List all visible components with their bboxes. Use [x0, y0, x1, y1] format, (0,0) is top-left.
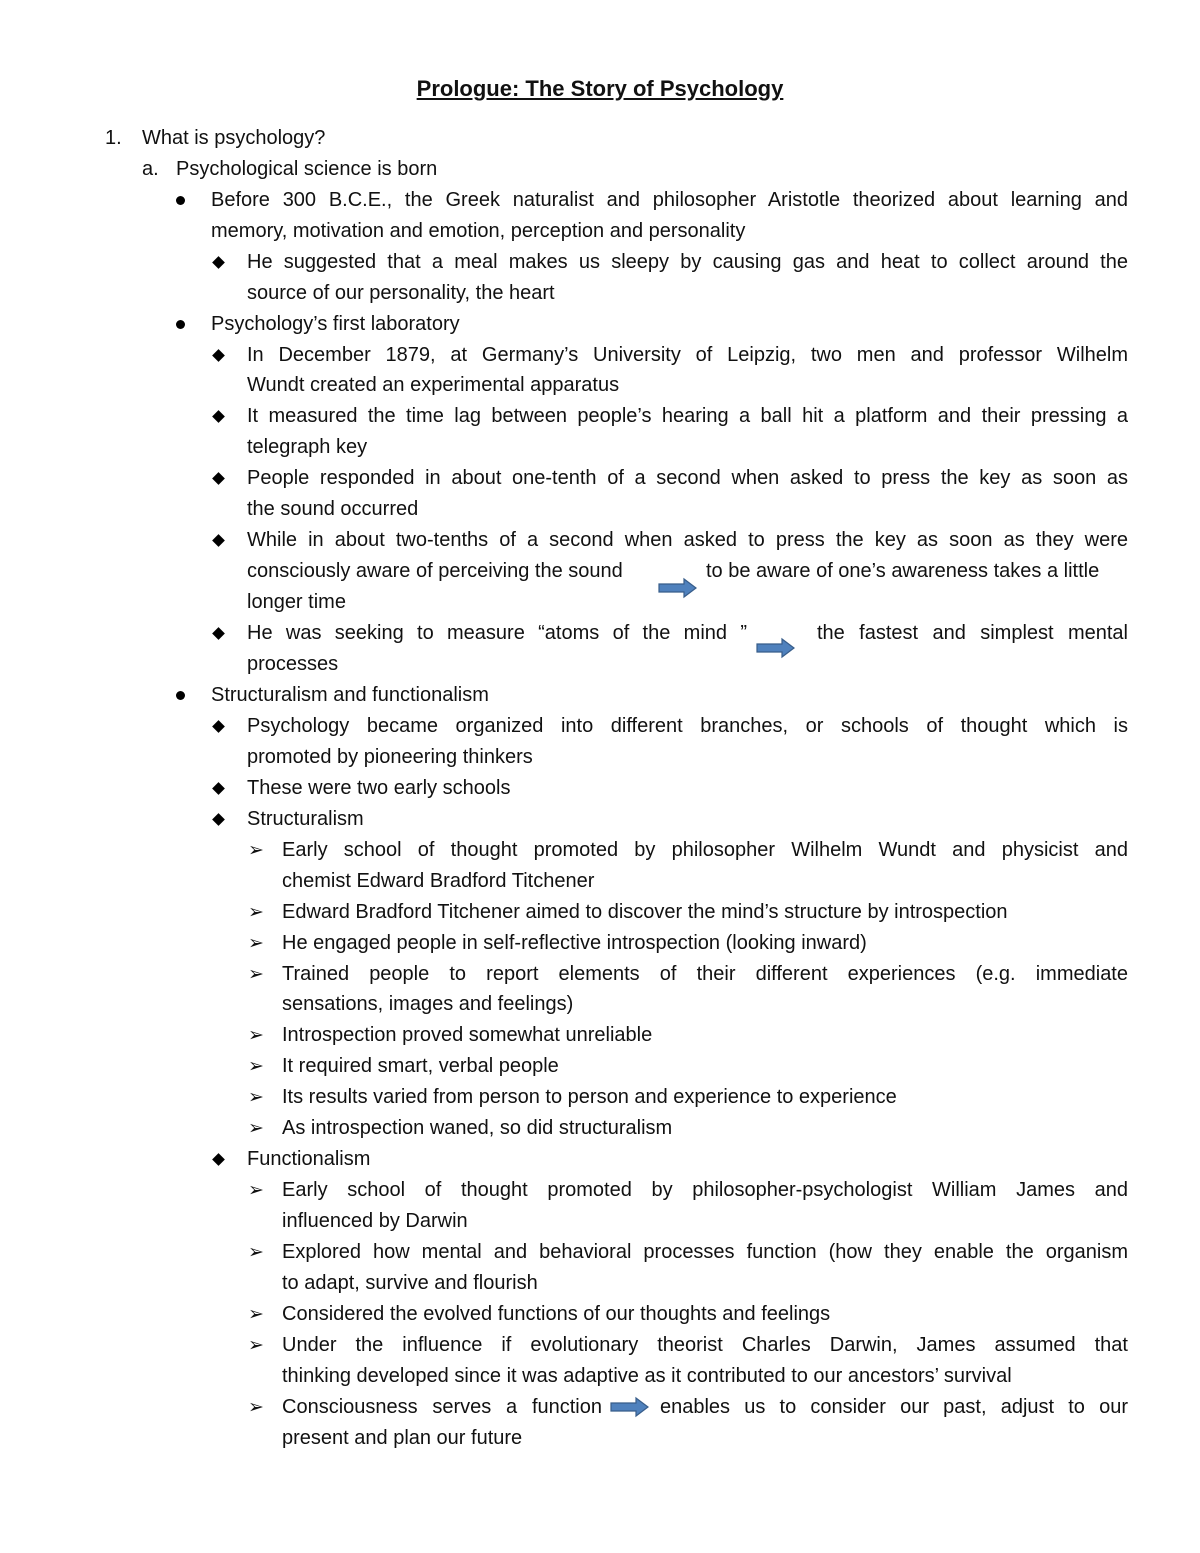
list-item-continuation: the fastest and simplest mental	[817, 622, 1128, 644]
list-item-continuation: thinking developed since it was adaptive as it contributed to our ancestors’ survival	[282, 1365, 1012, 1387]
list-item: Early school of thought promoted by philosopher-psychologist William James and	[282, 1179, 1128, 1201]
list-item-continuation: to be aware of one’s awareness takes a little	[706, 560, 1100, 582]
list-item: Early school of thought promoted by philosopher Wilhelm Wundt and physicist and	[282, 839, 1128, 861]
list-item: He suggested that a meal makes us sleepy by causing gas and heat to collect around the	[247, 251, 1128, 273]
list-item: Functionalism	[247, 1148, 371, 1170]
list-item: Psychology became organized into different branches, or schools of thought which is	[247, 715, 1128, 737]
chevron-bullet-icon: ➢	[248, 902, 264, 923]
right-arrow-icon	[610, 1396, 650, 1418]
bullet-dot-icon	[176, 691, 185, 700]
list-item: Structuralism	[247, 808, 364, 830]
list-item: Considered the evolved functions of our thoughts and feelings	[282, 1303, 831, 1325]
bullet-dot-icon	[176, 320, 185, 329]
chevron-bullet-icon: ➢	[248, 1087, 264, 1108]
right-arrow-icon	[658, 577, 698, 599]
bullet-diamond-icon	[212, 349, 225, 362]
list-item-continuation: source of our personality, the heart	[247, 282, 555, 304]
list-item: Introspection proved somewhat unreliable	[282, 1024, 653, 1046]
list-item-continuation: sensations, images and feelings)	[282, 993, 574, 1015]
bullet-diamond-icon	[212, 1153, 225, 1166]
list-item-continuation: processes	[247, 653, 339, 675]
chevron-bullet-icon: ➢	[248, 1304, 264, 1325]
list-item: Its results varied from person to person and experience to experience	[282, 1086, 897, 1108]
list-item: It required smart, verbal people	[282, 1055, 559, 1077]
bullet-diamond-icon	[212, 410, 225, 423]
list-item-continuation: promoted by pioneering thinkers	[247, 746, 533, 768]
list-item: Before 300 B.C.E., the Greek naturalist and philosopher Aristotle theorized about learning and	[211, 189, 1128, 211]
list-item: People responded in about one-tenth of a second when asked to press the key as soon as	[247, 467, 1128, 489]
list-number: 1.	[105, 127, 122, 149]
list-item: In December 1879, at Germany’s University of Leipzig, two men and professor Wilhelm	[247, 344, 1128, 366]
bullet-diamond-icon	[212, 720, 225, 733]
subsection-heading: Psychological science is born	[176, 158, 438, 180]
list-item: Explored how mental and behavioral processes function (how they enable the organism	[282, 1241, 1128, 1263]
list-item-continuation: the sound occurred	[247, 498, 419, 520]
list-item: He engaged people in self-reflective introspection (looking inward)	[282, 932, 867, 954]
list-item: He was seeking to measure “atoms of the mind ”	[247, 622, 747, 644]
list-item: Consciousness serves a function	[282, 1396, 602, 1418]
chevron-bullet-icon: ➢	[248, 1056, 264, 1077]
list-item: Edward Bradford Titchener aimed to discover the mind’s structure by introspection	[282, 901, 1008, 923]
bullet-diamond-icon	[212, 534, 225, 547]
bullet-diamond-icon	[212, 256, 225, 269]
list-item: It measured the time lag between people’s hearing a ball hit a platform and their pressing a	[247, 405, 1128, 427]
chevron-bullet-icon: ➢	[248, 1118, 264, 1139]
list-item-continuation: chemist Edward Bradford Titchener	[282, 870, 595, 892]
right-arrow-icon	[756, 637, 796, 659]
list-item: While in about two-tenths of a second when asked to press the key as soon as they were	[247, 529, 1128, 551]
list-item-continuation: present and plan our future	[282, 1427, 523, 1449]
list-item: Psychology’s first laboratory	[211, 313, 460, 335]
bullet-diamond-icon	[212, 782, 225, 795]
list-item: These were two early schools	[247, 777, 511, 799]
chevron-bullet-icon: ➢	[248, 1242, 264, 1263]
list-item: Structuralism and functionalism	[211, 684, 489, 706]
list-item-continuation: to adapt, survive and flourish	[282, 1272, 538, 1294]
section-heading: What is psychology?	[142, 127, 326, 149]
chevron-bullet-icon: ➢	[248, 1397, 264, 1418]
bullet-dot-icon	[176, 196, 185, 205]
chevron-bullet-icon: ➢	[248, 840, 264, 861]
chevron-bullet-icon: ➢	[248, 933, 264, 954]
list-item: Trained people to report elements of their different experiences (e.g. immediate	[282, 963, 1128, 985]
chevron-bullet-icon: ➢	[248, 1335, 264, 1356]
bullet-diamond-icon	[212, 472, 225, 485]
list-item-continuation: memory, motivation and emotion, perception and personality	[211, 220, 746, 242]
list-item: As introspection waned, so did structuralism	[282, 1117, 673, 1139]
list-item-continuation: consciously aware of perceiving the sound	[247, 560, 623, 582]
chevron-bullet-icon: ➢	[248, 1180, 264, 1201]
list-item: Under the influence if evolutionary theorist Charles Darwin, James assumed that	[282, 1334, 1128, 1356]
chevron-bullet-icon: ➢	[248, 964, 264, 985]
chevron-bullet-icon: ➢	[248, 1025, 264, 1046]
list-item-continuation: enables us to consider our past, adjust to our	[660, 1396, 1128, 1418]
list-item-continuation: influenced by Darwin	[282, 1210, 468, 1232]
list-letter: a.	[142, 158, 159, 180]
list-item-continuation: telegraph key	[247, 436, 368, 458]
bullet-diamond-icon	[212, 813, 225, 826]
bullet-diamond-icon	[212, 627, 225, 640]
page-title: Prologue: The Story of Psychology	[416, 76, 784, 101]
list-item-continuation: longer time	[247, 591, 346, 613]
list-item-continuation: Wundt created an experimental apparatus	[247, 374, 620, 396]
